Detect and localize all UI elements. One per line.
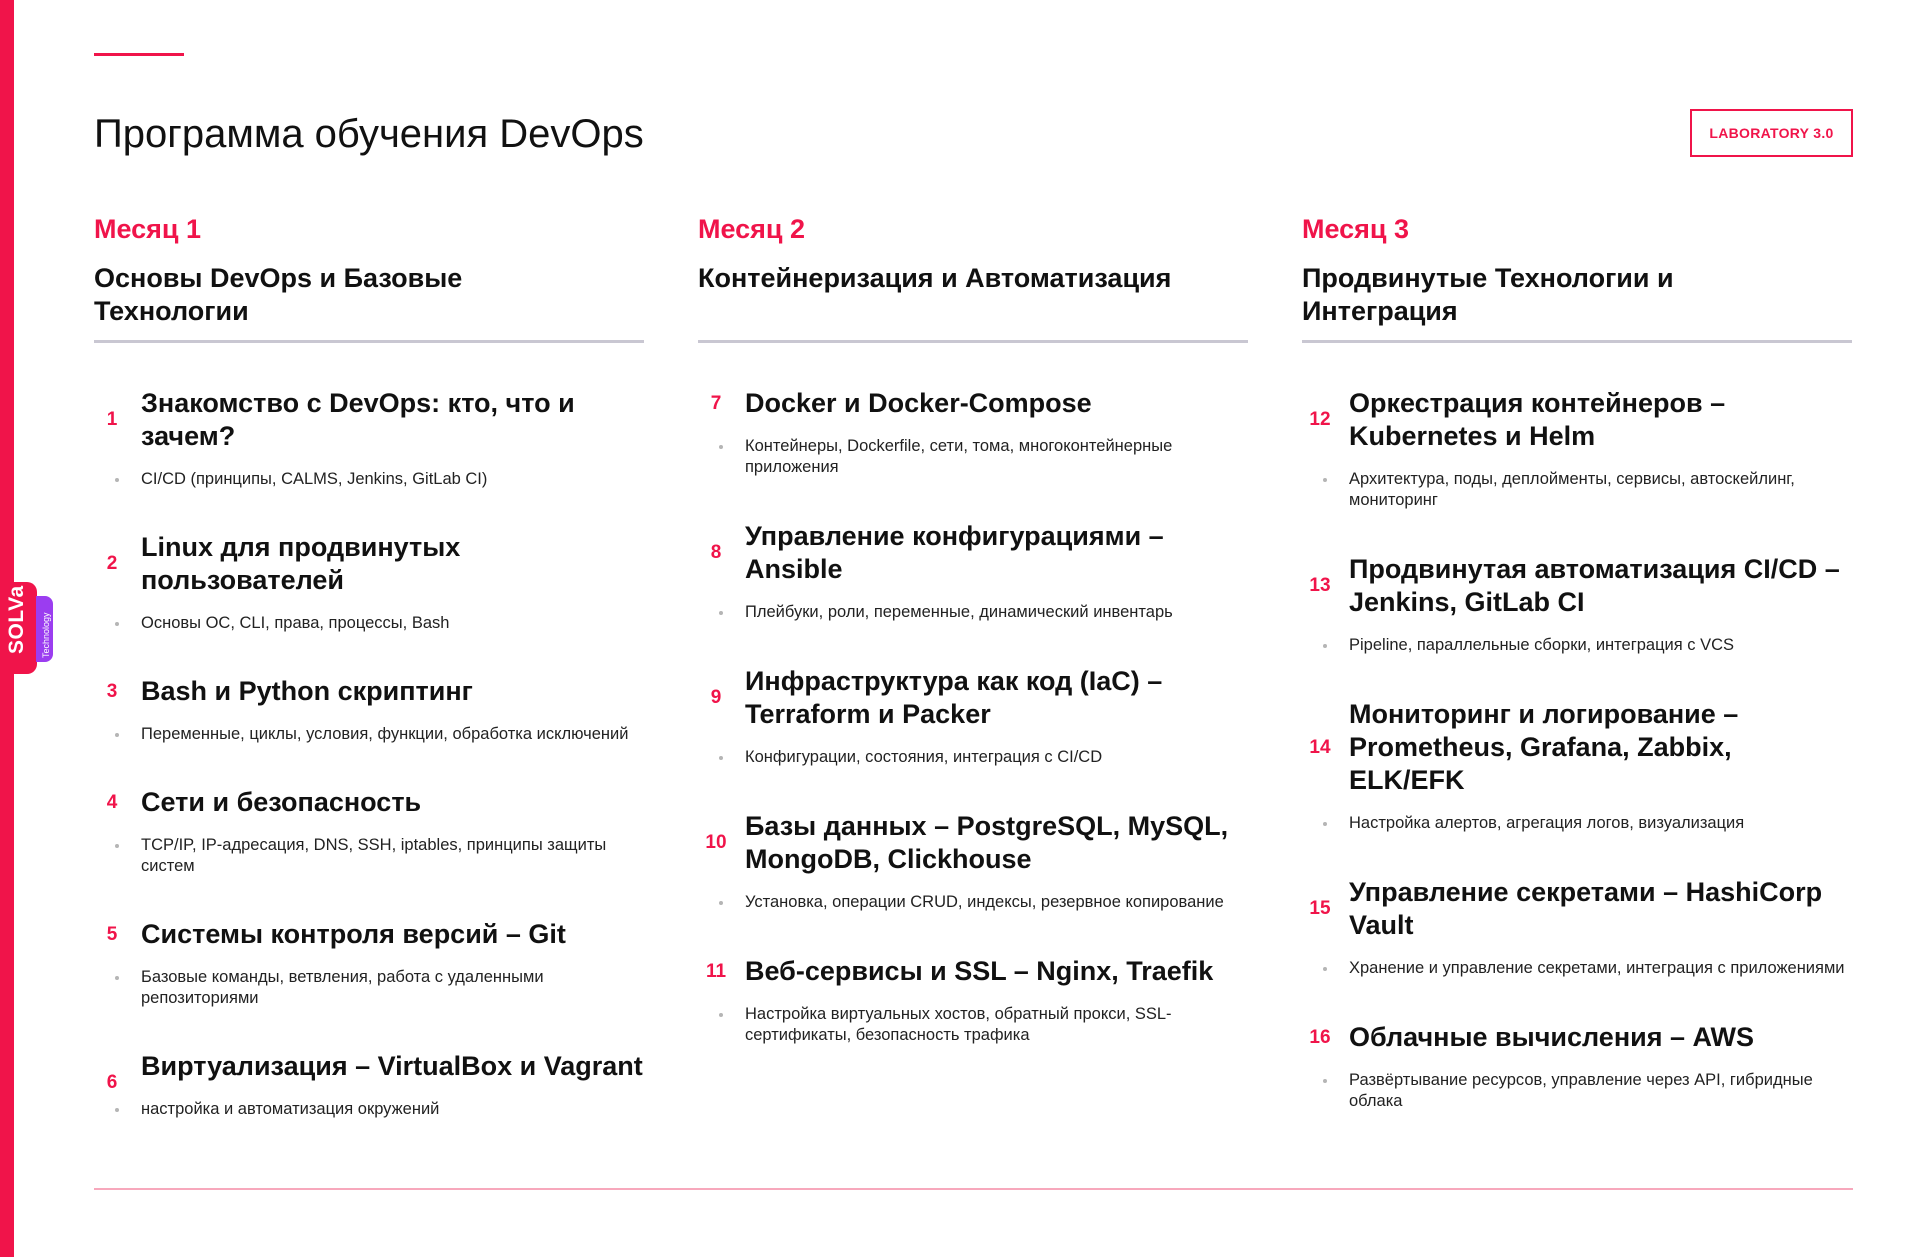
laboratory-badge: LABORATORY 3.0	[1690, 109, 1853, 157]
module-item	[94, 1050, 644, 1120]
module-description: настройка и автоматизация окружений	[141, 1099, 644, 1120]
module-description: Установка, операции CRUD, индексы, резервное копирование	[745, 892, 1248, 913]
module-item	[94, 786, 644, 877]
module-description: Настройка алертов, агрегация логов, визуализация	[1349, 813, 1852, 834]
module-number: 7	[710, 393, 722, 414]
module-number: 11	[705, 961, 727, 982]
module-item	[94, 387, 644, 490]
column-divider	[698, 340, 1248, 343]
column-divider	[94, 340, 644, 343]
bottom-divider	[94, 1188, 1853, 1190]
module-title: Управление секретами – HashiCorp Vault	[1349, 877, 1823, 940]
module-item	[1302, 1021, 1852, 1112]
module-item	[1302, 553, 1852, 656]
module-item	[698, 520, 1248, 623]
module-number: 1	[106, 409, 118, 430]
month-subtitle: Продвинутые Технологии и Интеграция	[1302, 263, 1674, 326]
month-column-2	[698, 214, 1248, 1088]
month-subtitle: Основы DevOps и Базовые Технологии	[94, 263, 463, 326]
module-item	[698, 810, 1248, 913]
module-item	[94, 918, 644, 1009]
module-list	[94, 387, 644, 1120]
module-item	[698, 665, 1248, 768]
module-number: 13	[1309, 575, 1331, 596]
module-number: 4	[106, 792, 118, 813]
module-number: 15	[1309, 898, 1331, 919]
module-description: Основы ОС, CLI, права, процессы, Bash	[141, 613, 644, 634]
module-number: 12	[1309, 409, 1331, 430]
module-title: Продвинутая автоматизация CI/CD – Jenkins, GitLab CI	[1349, 554, 1840, 617]
module-description: Контейнеры, Dockerfile, сети, тома, многоконтейнерные приложения	[745, 436, 1248, 478]
module-description: Развёртывание ресурсов, управление через API, гибридные облака	[1349, 1070, 1852, 1112]
module-item	[94, 675, 644, 745]
month-label: Месяц 1	[94, 214, 202, 244]
module-title: Знакомство с DevOps: кто, что и зачем?	[141, 388, 575, 451]
module-description: Базовые команды, ветвления, работа с удаленными репозиториями	[141, 967, 644, 1009]
module-title: Управление конфигурациями – Ansible	[745, 521, 1164, 584]
module-description: Настройка виртуальных хостов, обратный прокси, SSL-сертификаты, безопасность трафика	[745, 1004, 1248, 1046]
column-divider	[1302, 340, 1852, 343]
module-title: Веб-сервисы и SSL – Nginx, Traefik	[745, 956, 1214, 986]
month-subtitle: Контейнеризация и Автоматизация	[698, 263, 1172, 293]
module-description: Конфигурации, состояния, интеграция с CI/CD	[745, 747, 1248, 768]
module-number: 6	[106, 1072, 118, 1093]
module-item	[94, 531, 644, 634]
logo-text: SOLVa	[5, 585, 28, 654]
module-description: Переменные, циклы, условия, функции, обработка исключений	[141, 724, 644, 745]
month-label: Месяц 3	[1302, 214, 1410, 244]
module-item	[1302, 698, 1852, 834]
module-item	[1302, 387, 1852, 511]
module-description: Плейбуки, роли, переменные, динамический инвентарь	[745, 602, 1248, 623]
module-number: 2	[106, 553, 118, 574]
month-label: Месяц 2	[698, 214, 806, 244]
module-title: Инфраструктура как код (IaC) – Terraform и Packer	[745, 666, 1163, 729]
module-title: Системы контроля версий – Git	[141, 919, 566, 949]
module-number: 14	[1309, 737, 1331, 758]
module-title: Сети и безопасность	[141, 787, 422, 817]
module-title: Оркестрация контейнеров – Kubernetes и Helm	[1349, 388, 1726, 451]
page-title: Программа обучения DevOps	[94, 112, 644, 156]
title-accent-line	[94, 53, 184, 56]
solva-logo	[0, 582, 53, 674]
module-title: Облачные вычисления – AWS	[1349, 1022, 1754, 1052]
module-description: CI/CD (принципы, CALMS, Jenkins, GitLab CI)	[141, 469, 644, 490]
module-list	[698, 387, 1248, 1046]
module-title: Виртуализация – VirtualBox и Vagrant	[141, 1051, 643, 1081]
module-title: Базы данных – PostgreSQL, MySQL, MongoDB, Clickhouse	[745, 811, 1229, 874]
module-title: Bash и Python скриптинг	[141, 676, 473, 706]
month-column-1	[94, 214, 644, 1161]
logo-subtext: Technology	[41, 612, 51, 658]
module-description: Архитектура, поды, деплойменты, сервисы, автоскейлинг, мониторинг	[1349, 469, 1852, 511]
module-item	[1302, 876, 1852, 979]
module-description: Pipeline, параллельные сборки, интеграция с VCS	[1349, 635, 1852, 656]
module-item	[698, 955, 1248, 1046]
module-number: 5	[106, 924, 118, 945]
module-description: TCP/IP, IP-адресация, DNS, SSH, iptables, принципы защиты систем	[141, 835, 644, 877]
module-number: 3	[106, 681, 118, 702]
month-column-3	[1302, 214, 1852, 1154]
module-description: Хранение и управление секретами, интеграция с приложениями	[1349, 958, 1852, 979]
module-title: Мониторинг и логирование – Prometheus, Grafana, Zabbix, ELK/EFK	[1349, 699, 1739, 795]
module-title: Linux для продвинутых пользователей	[141, 532, 461, 595]
module-title: Docker и Docker-Compose	[745, 388, 1092, 418]
module-item	[698, 387, 1248, 478]
module-number: 8	[710, 542, 722, 563]
module-number: 10	[705, 832, 727, 853]
module-number: 16	[1309, 1027, 1331, 1048]
module-list	[1302, 387, 1852, 1112]
module-number: 9	[710, 687, 722, 708]
